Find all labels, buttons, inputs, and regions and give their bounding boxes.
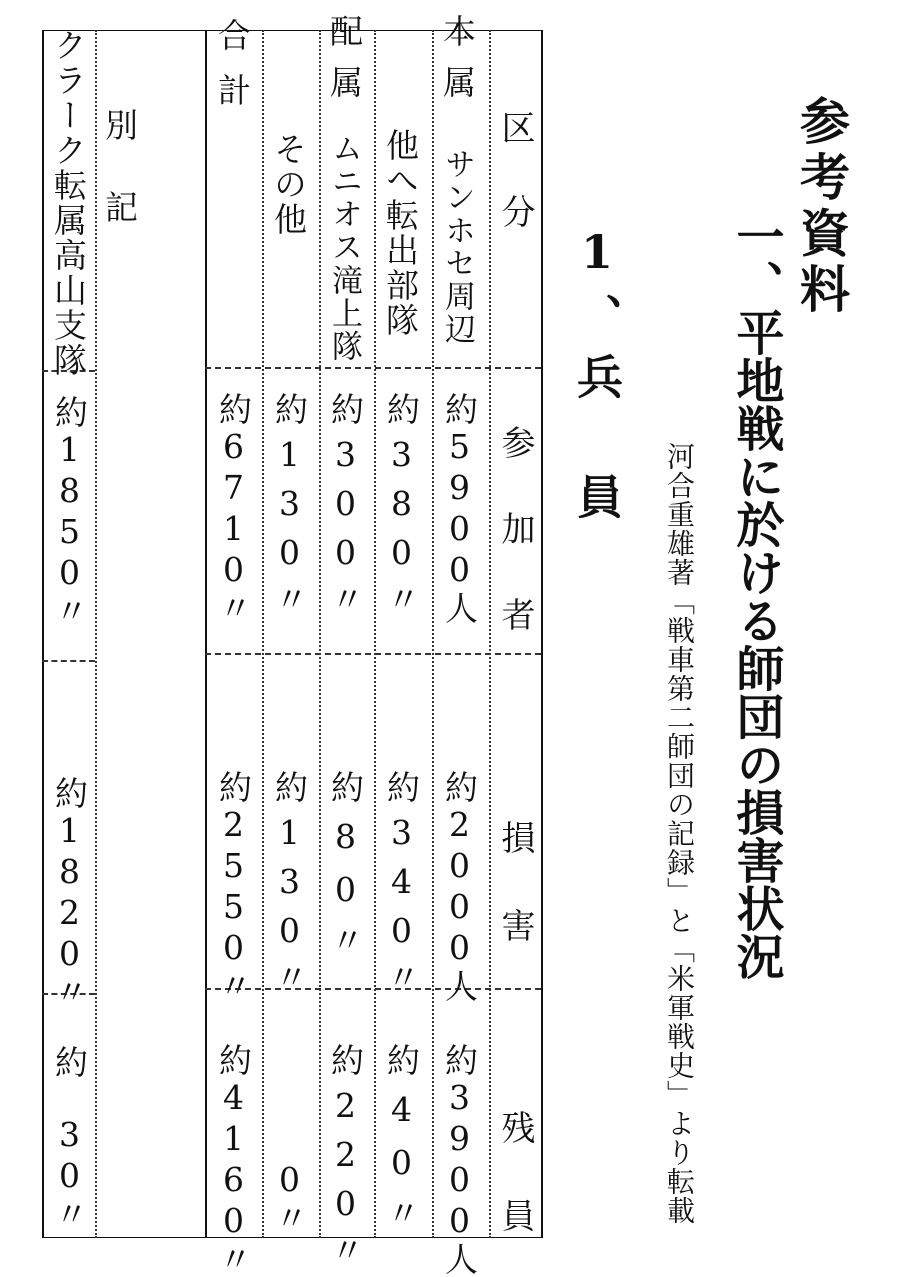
row-name: 他へ転出部隊 [381, 128, 420, 338]
row-remaining: 0〃 [270, 1160, 309, 1236]
row-remaining: 約220〃 [326, 1043, 365, 1276]
reference-heading: 参考資料 [792, 95, 851, 319]
row-losses: 約2000人 [440, 770, 479, 1004]
row-name: ムニオス滝上隊 [326, 132, 362, 363]
note-losses: 約1820〃 [50, 776, 89, 1010]
column-divider [95, 30, 97, 1238]
note-participants: 約1850〃 [50, 395, 89, 629]
row-divider [205, 988, 541, 990]
header-category: 区 分 [495, 110, 535, 236]
row-remaining: 約40〃 [382, 1043, 421, 1243]
column-divider [432, 30, 434, 1238]
column-divider [489, 30, 491, 1238]
table-right-rule [541, 30, 543, 1238]
note-name: クラーク転属高山支隊 [49, 28, 88, 378]
column-divider-note [205, 30, 207, 1238]
row-losses: 約2550〃 [214, 770, 253, 1004]
row-divider [205, 653, 541, 655]
row-remaining: 約3900人 [440, 1043, 479, 1277]
row-divider [205, 367, 541, 369]
header-losses: 損 害 [495, 820, 535, 952]
section-heading: 1、兵 員 [570, 225, 624, 533]
row-divider [42, 660, 95, 662]
row-participants: 約380〃 [382, 392, 421, 625]
header-participants: 参 加 者 [495, 425, 535, 637]
row-participants: 約300〃 [326, 392, 365, 625]
source-note: 河合重雄著「戦車第二師団の記録」と「米軍戦史」より転載 [663, 442, 696, 1225]
main-title: 一、平地戦に於ける師団の損害状況 [728, 212, 784, 980]
row-losses: 約340〃 [382, 770, 421, 1003]
row-group-label: 本属 [438, 14, 477, 116]
column-divider [262, 30, 264, 1238]
row-participants: 約6710〃 [214, 392, 253, 626]
note-label: 別 記 [100, 108, 139, 231]
table-left-rule [42, 30, 44, 1238]
row-group-label-total: 合計 [213, 18, 252, 128]
row-remaining: 約4160〃 [214, 1043, 253, 1277]
row-losses: 約130〃 [270, 770, 309, 1003]
row-participants: 約5900人 [440, 392, 479, 626]
note-remaining: 約 30〃 [50, 1045, 89, 1232]
column-divider [319, 30, 321, 1238]
row-losses: 約80〃 [326, 770, 365, 970]
row-name: サンホセ周辺 [439, 148, 475, 346]
row-participants: 約130〃 [270, 392, 309, 625]
column-divider [374, 30, 376, 1238]
row-group-label: 配属 [325, 14, 364, 116]
header-remaining: 残 員 [495, 1110, 535, 1242]
row-name: その他 [269, 132, 308, 237]
